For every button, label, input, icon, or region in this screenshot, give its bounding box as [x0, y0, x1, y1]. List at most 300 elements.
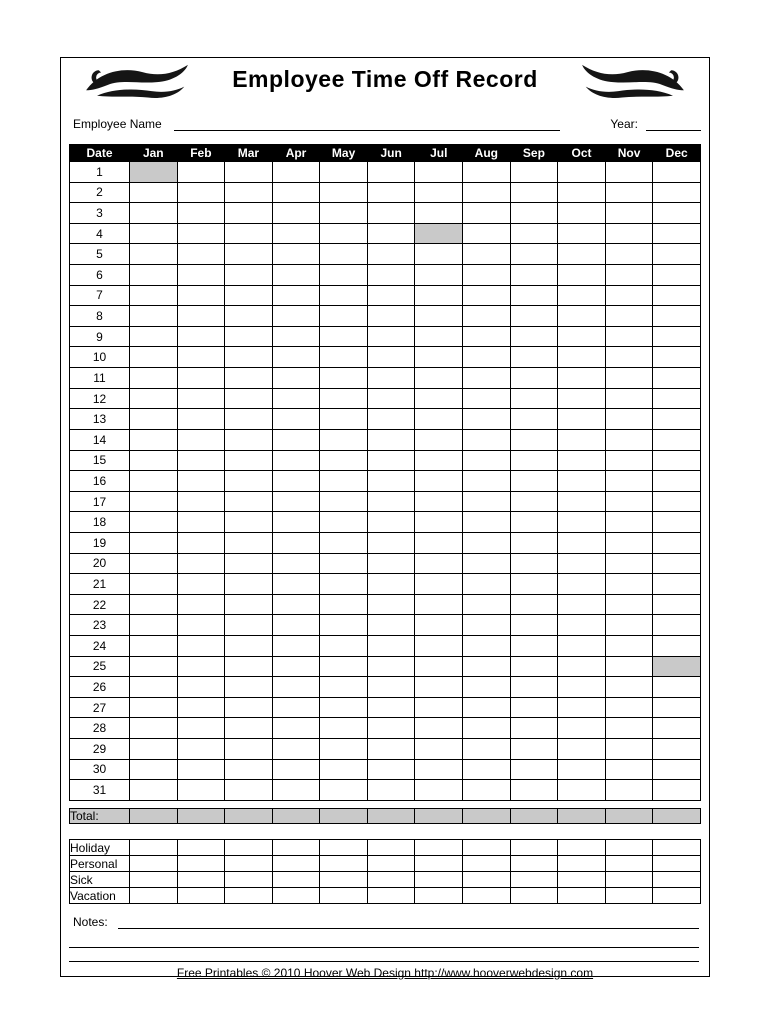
- cell-may-19[interactable]: [320, 532, 368, 553]
- cell-apr-29[interactable]: [272, 739, 320, 760]
- cell-nov-6[interactable]: [605, 265, 653, 286]
- cell-jun-25[interactable]: [367, 656, 415, 677]
- cell-apr-31[interactable]: [272, 780, 320, 801]
- cell-feb-12[interactable]: [177, 388, 225, 409]
- cell-nov-15[interactable]: [605, 450, 653, 471]
- cell-dec-15[interactable]: [653, 450, 701, 471]
- cell-aug-13[interactable]: [463, 409, 511, 430]
- cell-aug-18[interactable]: [463, 512, 511, 533]
- cell-jul-14[interactable]: [415, 429, 463, 450]
- category-cell-vacation-apr[interactable]: [272, 888, 320, 904]
- total-cell-nov[interactable]: [605, 809, 653, 824]
- total-cell-mar[interactable]: [225, 809, 273, 824]
- cell-jan-16[interactable]: [130, 471, 178, 492]
- cell-jul-13[interactable]: [415, 409, 463, 430]
- cell-oct-13[interactable]: [558, 409, 606, 430]
- cell-may-13[interactable]: [320, 409, 368, 430]
- category-cell-holiday-jul[interactable]: [415, 840, 463, 856]
- cell-aug-2[interactable]: [463, 182, 511, 203]
- cell-feb-21[interactable]: [177, 574, 225, 595]
- cell-nov-7[interactable]: [605, 285, 653, 306]
- cell-feb-24[interactable]: [177, 636, 225, 657]
- cell-oct-12[interactable]: [558, 388, 606, 409]
- cell-apr-27[interactable]: [272, 697, 320, 718]
- cell-dec-7[interactable]: [653, 285, 701, 306]
- cell-mar-17[interactable]: [225, 491, 273, 512]
- cell-aug-14[interactable]: [463, 429, 511, 450]
- cell-aug-20[interactable]: [463, 553, 511, 574]
- cell-jul-8[interactable]: [415, 306, 463, 327]
- cell-apr-25[interactable]: [272, 656, 320, 677]
- cell-may-16[interactable]: [320, 471, 368, 492]
- cell-aug-30[interactable]: [463, 759, 511, 780]
- category-cell-personal-jun[interactable]: [367, 856, 415, 872]
- cell-jun-6[interactable]: [367, 265, 415, 286]
- cell-jul-20[interactable]: [415, 553, 463, 574]
- cell-sep-10[interactable]: [510, 347, 558, 368]
- cell-may-6[interactable]: [320, 265, 368, 286]
- cell-aug-4[interactable]: [463, 223, 511, 244]
- cell-aug-6[interactable]: [463, 265, 511, 286]
- cell-sep-21[interactable]: [510, 574, 558, 595]
- cell-nov-17[interactable]: [605, 491, 653, 512]
- cell-jun-2[interactable]: [367, 182, 415, 203]
- cell-may-7[interactable]: [320, 285, 368, 306]
- cell-oct-19[interactable]: [558, 532, 606, 553]
- cell-jul-12[interactable]: [415, 388, 463, 409]
- cell-oct-11[interactable]: [558, 368, 606, 389]
- cell-jan-22[interactable]: [130, 594, 178, 615]
- cell-sep-25[interactable]: [510, 656, 558, 677]
- total-cell-feb[interactable]: [177, 809, 225, 824]
- cell-aug-1[interactable]: [463, 162, 511, 183]
- cell-sep-19[interactable]: [510, 532, 558, 553]
- category-cell-personal-nov[interactable]: [605, 856, 653, 872]
- cell-apr-10[interactable]: [272, 347, 320, 368]
- cell-jan-2[interactable]: [130, 182, 178, 203]
- cell-dec-1[interactable]: [653, 162, 701, 183]
- cell-mar-28[interactable]: [225, 718, 273, 739]
- cell-may-8[interactable]: [320, 306, 368, 327]
- cell-mar-20[interactable]: [225, 553, 273, 574]
- category-cell-sick-jun[interactable]: [367, 872, 415, 888]
- cell-apr-24[interactable]: [272, 636, 320, 657]
- cell-nov-28[interactable]: [605, 718, 653, 739]
- cell-sep-26[interactable]: [510, 677, 558, 698]
- cell-feb-6[interactable]: [177, 265, 225, 286]
- cell-jan-4[interactable]: [130, 223, 178, 244]
- cell-jan-8[interactable]: [130, 306, 178, 327]
- cell-sep-13[interactable]: [510, 409, 558, 430]
- cell-may-3[interactable]: [320, 203, 368, 224]
- cell-jun-8[interactable]: [367, 306, 415, 327]
- cell-jun-20[interactable]: [367, 553, 415, 574]
- cell-apr-17[interactable]: [272, 491, 320, 512]
- cell-apr-16[interactable]: [272, 471, 320, 492]
- cell-jan-19[interactable]: [130, 532, 178, 553]
- cell-may-26[interactable]: [320, 677, 368, 698]
- cell-dec-10[interactable]: [653, 347, 701, 368]
- cell-feb-29[interactable]: [177, 739, 225, 760]
- cell-dec-5[interactable]: [653, 244, 701, 265]
- category-cell-holiday-may[interactable]: [320, 840, 368, 856]
- total-cell-dec[interactable]: [653, 809, 701, 824]
- cell-feb-1[interactable]: [177, 162, 225, 183]
- cell-dec-18[interactable]: [653, 512, 701, 533]
- cell-feb-9[interactable]: [177, 326, 225, 347]
- employee-name-input[interactable]: [174, 116, 561, 131]
- category-cell-holiday-feb[interactable]: [177, 840, 225, 856]
- cell-dec-14[interactable]: [653, 429, 701, 450]
- cell-oct-16[interactable]: [558, 471, 606, 492]
- cell-jun-15[interactable]: [367, 450, 415, 471]
- cell-feb-31[interactable]: [177, 780, 225, 801]
- cell-jul-19[interactable]: [415, 532, 463, 553]
- cell-nov-26[interactable]: [605, 677, 653, 698]
- cell-feb-22[interactable]: [177, 594, 225, 615]
- cell-dec-22[interactable]: [653, 594, 701, 615]
- cell-jun-30[interactable]: [367, 759, 415, 780]
- cell-may-14[interactable]: [320, 429, 368, 450]
- cell-aug-5[interactable]: [463, 244, 511, 265]
- cell-jan-1[interactable]: [130, 162, 178, 183]
- cell-mar-27[interactable]: [225, 697, 273, 718]
- cell-aug-31[interactable]: [463, 780, 511, 801]
- cell-nov-25[interactable]: [605, 656, 653, 677]
- cell-aug-26[interactable]: [463, 677, 511, 698]
- cell-jul-31[interactable]: [415, 780, 463, 801]
- cell-nov-9[interactable]: [605, 326, 653, 347]
- cell-jun-3[interactable]: [367, 203, 415, 224]
- cell-jul-23[interactable]: [415, 615, 463, 636]
- cell-mar-4[interactable]: [225, 223, 273, 244]
- cell-jul-21[interactable]: [415, 574, 463, 595]
- cell-jul-6[interactable]: [415, 265, 463, 286]
- cell-may-29[interactable]: [320, 739, 368, 760]
- category-cell-sick-nov[interactable]: [605, 872, 653, 888]
- cell-sep-8[interactable]: [510, 306, 558, 327]
- cell-jan-6[interactable]: [130, 265, 178, 286]
- cell-apr-1[interactable]: [272, 162, 320, 183]
- cell-jun-10[interactable]: [367, 347, 415, 368]
- category-cell-vacation-nov[interactable]: [605, 888, 653, 904]
- cell-jul-15[interactable]: [415, 450, 463, 471]
- cell-aug-7[interactable]: [463, 285, 511, 306]
- cell-dec-3[interactable]: [653, 203, 701, 224]
- cell-jan-3[interactable]: [130, 203, 178, 224]
- cell-feb-13[interactable]: [177, 409, 225, 430]
- total-cell-jul[interactable]: [415, 809, 463, 824]
- cell-jul-30[interactable]: [415, 759, 463, 780]
- cell-dec-24[interactable]: [653, 636, 701, 657]
- cell-jun-13[interactable]: [367, 409, 415, 430]
- cell-feb-5[interactable]: [177, 244, 225, 265]
- cell-dec-27[interactable]: [653, 697, 701, 718]
- cell-apr-3[interactable]: [272, 203, 320, 224]
- category-cell-personal-dec[interactable]: [653, 856, 701, 872]
- cell-aug-9[interactable]: [463, 326, 511, 347]
- cell-dec-21[interactable]: [653, 574, 701, 595]
- notes-input-line-3[interactable]: [69, 961, 699, 962]
- cell-feb-27[interactable]: [177, 697, 225, 718]
- cell-feb-14[interactable]: [177, 429, 225, 450]
- cell-jan-12[interactable]: [130, 388, 178, 409]
- cell-sep-28[interactable]: [510, 718, 558, 739]
- cell-jan-14[interactable]: [130, 429, 178, 450]
- cell-mar-25[interactable]: [225, 656, 273, 677]
- cell-nov-3[interactable]: [605, 203, 653, 224]
- category-cell-sick-feb[interactable]: [177, 872, 225, 888]
- cell-aug-23[interactable]: [463, 615, 511, 636]
- cell-apr-13[interactable]: [272, 409, 320, 430]
- cell-may-17[interactable]: [320, 491, 368, 512]
- cell-sep-20[interactable]: [510, 553, 558, 574]
- cell-oct-1[interactable]: [558, 162, 606, 183]
- cell-sep-15[interactable]: [510, 450, 558, 471]
- cell-feb-30[interactable]: [177, 759, 225, 780]
- cell-apr-21[interactable]: [272, 574, 320, 595]
- cell-feb-4[interactable]: [177, 223, 225, 244]
- cell-nov-16[interactable]: [605, 471, 653, 492]
- cell-feb-3[interactable]: [177, 203, 225, 224]
- cell-jul-4[interactable]: [415, 223, 463, 244]
- cell-jun-11[interactable]: [367, 368, 415, 389]
- category-cell-personal-feb[interactable]: [177, 856, 225, 872]
- cell-nov-12[interactable]: [605, 388, 653, 409]
- cell-dec-29[interactable]: [653, 739, 701, 760]
- cell-jan-30[interactable]: [130, 759, 178, 780]
- cell-sep-29[interactable]: [510, 739, 558, 760]
- cell-dec-31[interactable]: [653, 780, 701, 801]
- total-cell-jan[interactable]: [130, 809, 178, 824]
- cell-oct-29[interactable]: [558, 739, 606, 760]
- cell-may-24[interactable]: [320, 636, 368, 657]
- cell-may-11[interactable]: [320, 368, 368, 389]
- cell-feb-20[interactable]: [177, 553, 225, 574]
- cell-oct-4[interactable]: [558, 223, 606, 244]
- category-cell-personal-jul[interactable]: [415, 856, 463, 872]
- cell-may-5[interactable]: [320, 244, 368, 265]
- cell-dec-25[interactable]: [653, 656, 701, 677]
- cell-sep-14[interactable]: [510, 429, 558, 450]
- cell-mar-6[interactable]: [225, 265, 273, 286]
- cell-feb-23[interactable]: [177, 615, 225, 636]
- cell-jul-5[interactable]: [415, 244, 463, 265]
- cell-nov-31[interactable]: [605, 780, 653, 801]
- cell-oct-2[interactable]: [558, 182, 606, 203]
- cell-dec-26[interactable]: [653, 677, 701, 698]
- cell-may-18[interactable]: [320, 512, 368, 533]
- cell-may-30[interactable]: [320, 759, 368, 780]
- category-cell-holiday-jan[interactable]: [130, 840, 178, 856]
- cell-jul-17[interactable]: [415, 491, 463, 512]
- cell-may-25[interactable]: [320, 656, 368, 677]
- category-cell-personal-mar[interactable]: [225, 856, 273, 872]
- cell-jun-14[interactable]: [367, 429, 415, 450]
- cell-sep-3[interactable]: [510, 203, 558, 224]
- cell-oct-23[interactable]: [558, 615, 606, 636]
- cell-jan-25[interactable]: [130, 656, 178, 677]
- cell-oct-14[interactable]: [558, 429, 606, 450]
- category-cell-vacation-feb[interactable]: [177, 888, 225, 904]
- category-cell-personal-aug[interactable]: [463, 856, 511, 872]
- cell-mar-7[interactable]: [225, 285, 273, 306]
- cell-aug-10[interactable]: [463, 347, 511, 368]
- cell-aug-22[interactable]: [463, 594, 511, 615]
- cell-nov-23[interactable]: [605, 615, 653, 636]
- category-cell-personal-sep[interactable]: [510, 856, 558, 872]
- category-cell-vacation-aug[interactable]: [463, 888, 511, 904]
- cell-feb-8[interactable]: [177, 306, 225, 327]
- cell-sep-16[interactable]: [510, 471, 558, 492]
- cell-sep-24[interactable]: [510, 636, 558, 657]
- cell-oct-15[interactable]: [558, 450, 606, 471]
- cell-aug-28[interactable]: [463, 718, 511, 739]
- cell-sep-4[interactable]: [510, 223, 558, 244]
- cell-may-21[interactable]: [320, 574, 368, 595]
- cell-jan-27[interactable]: [130, 697, 178, 718]
- cell-oct-18[interactable]: [558, 512, 606, 533]
- cell-jul-16[interactable]: [415, 471, 463, 492]
- cell-jun-19[interactable]: [367, 532, 415, 553]
- cell-apr-22[interactable]: [272, 594, 320, 615]
- cell-apr-28[interactable]: [272, 718, 320, 739]
- cell-apr-15[interactable]: [272, 450, 320, 471]
- cell-aug-8[interactable]: [463, 306, 511, 327]
- cell-nov-20[interactable]: [605, 553, 653, 574]
- cell-jul-29[interactable]: [415, 739, 463, 760]
- category-cell-personal-jan[interactable]: [130, 856, 178, 872]
- cell-aug-15[interactable]: [463, 450, 511, 471]
- cell-mar-16[interactable]: [225, 471, 273, 492]
- cell-jun-1[interactable]: [367, 162, 415, 183]
- cell-jun-18[interactable]: [367, 512, 415, 533]
- cell-nov-21[interactable]: [605, 574, 653, 595]
- total-cell-jun[interactable]: [367, 809, 415, 824]
- cell-feb-25[interactable]: [177, 656, 225, 677]
- cell-jun-4[interactable]: [367, 223, 415, 244]
- cell-jan-21[interactable]: [130, 574, 178, 595]
- cell-jan-24[interactable]: [130, 636, 178, 657]
- category-cell-vacation-dec[interactable]: [653, 888, 701, 904]
- cell-jan-10[interactable]: [130, 347, 178, 368]
- category-cell-holiday-sep[interactable]: [510, 840, 558, 856]
- cell-mar-2[interactable]: [225, 182, 273, 203]
- cell-jan-11[interactable]: [130, 368, 178, 389]
- cell-jul-27[interactable]: [415, 697, 463, 718]
- cell-mar-5[interactable]: [225, 244, 273, 265]
- cell-apr-18[interactable]: [272, 512, 320, 533]
- cell-nov-14[interactable]: [605, 429, 653, 450]
- cell-aug-21[interactable]: [463, 574, 511, 595]
- cell-aug-16[interactable]: [463, 471, 511, 492]
- cell-nov-27[interactable]: [605, 697, 653, 718]
- cell-mar-29[interactable]: [225, 739, 273, 760]
- cell-mar-3[interactable]: [225, 203, 273, 224]
- category-cell-holiday-apr[interactable]: [272, 840, 320, 856]
- cell-dec-9[interactable]: [653, 326, 701, 347]
- cell-feb-19[interactable]: [177, 532, 225, 553]
- cell-dec-2[interactable]: [653, 182, 701, 203]
- cell-jun-7[interactable]: [367, 285, 415, 306]
- cell-sep-11[interactable]: [510, 368, 558, 389]
- cell-jan-31[interactable]: [130, 780, 178, 801]
- cell-jun-24[interactable]: [367, 636, 415, 657]
- cell-mar-24[interactable]: [225, 636, 273, 657]
- cell-mar-23[interactable]: [225, 615, 273, 636]
- cell-feb-16[interactable]: [177, 471, 225, 492]
- cell-dec-6[interactable]: [653, 265, 701, 286]
- cell-jul-2[interactable]: [415, 182, 463, 203]
- cell-aug-11[interactable]: [463, 368, 511, 389]
- cell-jan-17[interactable]: [130, 491, 178, 512]
- cell-mar-18[interactable]: [225, 512, 273, 533]
- category-cell-sick-sep[interactable]: [510, 872, 558, 888]
- cell-apr-20[interactable]: [272, 553, 320, 574]
- cell-oct-26[interactable]: [558, 677, 606, 698]
- category-cell-holiday-dec[interactable]: [653, 840, 701, 856]
- cell-sep-27[interactable]: [510, 697, 558, 718]
- cell-jun-23[interactable]: [367, 615, 415, 636]
- cell-feb-7[interactable]: [177, 285, 225, 306]
- cell-apr-14[interactable]: [272, 429, 320, 450]
- cell-aug-19[interactable]: [463, 532, 511, 553]
- year-input[interactable]: [646, 116, 701, 131]
- cell-sep-9[interactable]: [510, 326, 558, 347]
- cell-aug-3[interactable]: [463, 203, 511, 224]
- cell-jul-24[interactable]: [415, 636, 463, 657]
- cell-nov-13[interactable]: [605, 409, 653, 430]
- cell-oct-3[interactable]: [558, 203, 606, 224]
- cell-jun-5[interactable]: [367, 244, 415, 265]
- cell-mar-11[interactable]: [225, 368, 273, 389]
- cell-mar-15[interactable]: [225, 450, 273, 471]
- category-cell-sick-may[interactable]: [320, 872, 368, 888]
- cell-oct-8[interactable]: [558, 306, 606, 327]
- cell-oct-20[interactable]: [558, 553, 606, 574]
- category-cell-vacation-sep[interactable]: [510, 888, 558, 904]
- cell-aug-29[interactable]: [463, 739, 511, 760]
- cell-apr-2[interactable]: [272, 182, 320, 203]
- cell-apr-8[interactable]: [272, 306, 320, 327]
- cell-jan-26[interactable]: [130, 677, 178, 698]
- cell-oct-24[interactable]: [558, 636, 606, 657]
- cell-mar-9[interactable]: [225, 326, 273, 347]
- cell-jan-9[interactable]: [130, 326, 178, 347]
- cell-aug-17[interactable]: [463, 491, 511, 512]
- cell-jan-5[interactable]: [130, 244, 178, 265]
- cell-mar-19[interactable]: [225, 532, 273, 553]
- cell-jun-31[interactable]: [367, 780, 415, 801]
- cell-sep-2[interactable]: [510, 182, 558, 203]
- cell-feb-10[interactable]: [177, 347, 225, 368]
- cell-jul-7[interactable]: [415, 285, 463, 306]
- cell-oct-5[interactable]: [558, 244, 606, 265]
- cell-jan-18[interactable]: [130, 512, 178, 533]
- cell-apr-4[interactable]: [272, 223, 320, 244]
- cell-jan-29[interactable]: [130, 739, 178, 760]
- cell-may-10[interactable]: [320, 347, 368, 368]
- cell-nov-11[interactable]: [605, 368, 653, 389]
- cell-feb-2[interactable]: [177, 182, 225, 203]
- cell-dec-30[interactable]: [653, 759, 701, 780]
- cell-jul-28[interactable]: [415, 718, 463, 739]
- category-cell-holiday-nov[interactable]: [605, 840, 653, 856]
- category-cell-personal-apr[interactable]: [272, 856, 320, 872]
- cell-dec-4[interactable]: [653, 223, 701, 244]
- cell-mar-26[interactable]: [225, 677, 273, 698]
- cell-feb-28[interactable]: [177, 718, 225, 739]
